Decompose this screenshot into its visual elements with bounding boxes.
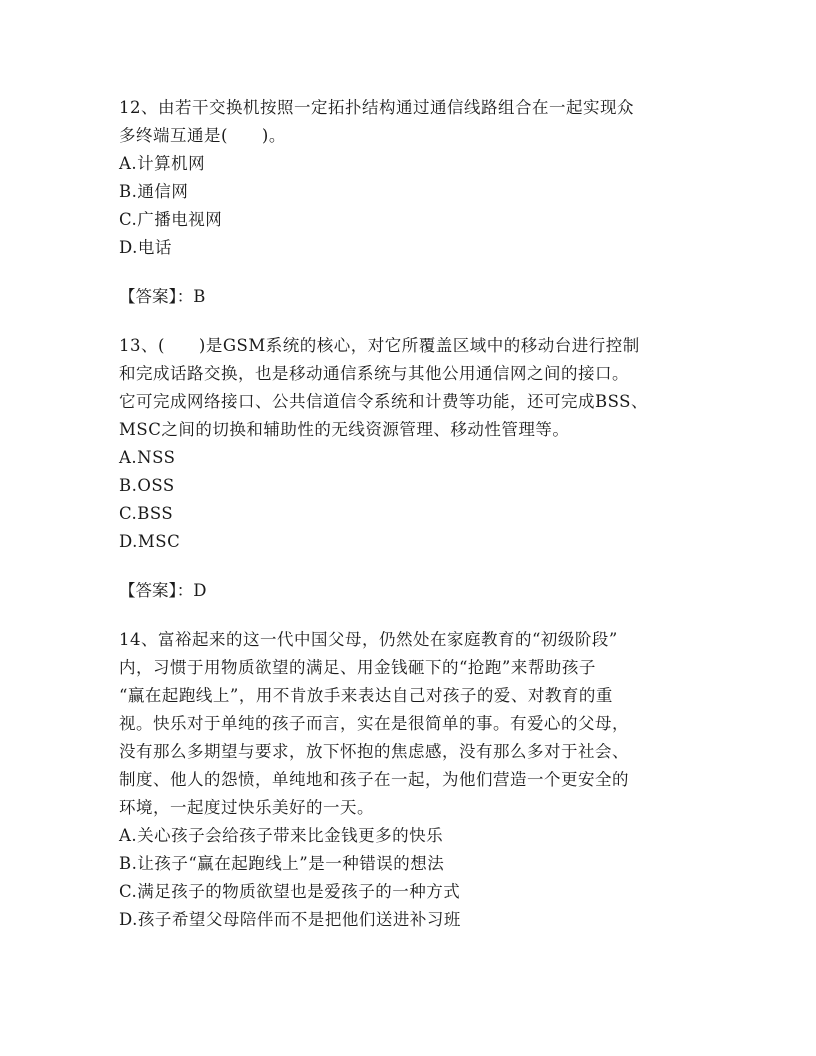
- question-stem-line: 没有那么多期望与要求，放下怀抱的焦虑感，没有那么多对于社会、: [119, 742, 629, 761]
- question-stem-line: 环境，一起度过快乐美好的一天。: [119, 798, 374, 817]
- option-b: B.让孩子“赢在起跑线上”是一种错误的想法: [119, 854, 445, 873]
- question-stem-line: 12、由若干交换机按照一定拓扑结构通过通信线路组合在一起实现众: [119, 98, 634, 117]
- answer-13: [119, 577, 699, 605]
- answer-label: 【答案】: [119, 287, 177, 306]
- option-a: A.关心孩子会给孩子带来比金钱更多的快乐: [119, 826, 444, 845]
- question-stem-line: 它可完成网络接口、公共信道信令系统和计费等功能，还可完成BSS、: [119, 392, 648, 411]
- question-14: [119, 626, 699, 934]
- answer-value: B: [193, 287, 206, 306]
- answer-value: D: [193, 581, 207, 600]
- option-a: A.NSS: [119, 448, 176, 467]
- question-stem-line: 视。快乐对于单纯的孩子而言，实在是很简单的事。有爱心的父母，: [119, 714, 629, 733]
- option-b: B.通信网: [119, 182, 189, 201]
- option-d: D.孩子希望父母陪伴而不是把他们送进补习班: [119, 910, 461, 929]
- answer-label: 【答案】: [119, 581, 177, 600]
- question-12: [119, 94, 699, 262]
- question-stem-line: 内，习惯于用物质欲望的满足、用金钱砸下的“抢跑”来帮助孩子: [119, 658, 596, 677]
- answer-separator: ：: [176, 287, 194, 306]
- option-c: C.BSS: [119, 504, 174, 523]
- answer-12: [119, 283, 699, 311]
- question-stem-line: “赢在起跑线上”，用不肯放手来表达自己对孩子的爱、对教育的重: [119, 686, 613, 705]
- question-stem-line: 多终端互通是( )。: [119, 126, 286, 145]
- option-c: C.满足孩子的物质欲望也是爱孩子的一种方式: [119, 882, 461, 901]
- option-b: B.OSS: [119, 476, 175, 495]
- question-13: [119, 332, 699, 556]
- document-page: [119, 94, 699, 934]
- question-stem-line: 13、( )是GSM系统的核心，对它所覆盖区域中的移动台进行控制: [119, 336, 640, 355]
- question-stem-line: MSC之间的切换和辅助性的无线资源管理、移动性管理等。: [119, 420, 570, 439]
- option-d: D.电话: [119, 238, 172, 257]
- option-a: A.计算机网: [119, 154, 206, 173]
- option-c: C.广播电视网: [119, 210, 223, 229]
- question-stem-line: 14、富裕起来的这一代中国父母，仍然处在家庭教育的“初级阶段”: [119, 630, 618, 649]
- question-stem-line: 制度、他人的怨愤，单纯地和孩子在一起，为他们营造一个更安全的: [119, 770, 629, 789]
- answer-separator: ：: [176, 581, 194, 600]
- question-stem-line: 和完成话路交换，也是移动通信系统与其他公用通信网之间的接口。: [119, 364, 629, 383]
- option-d: D.MSC: [119, 532, 181, 551]
